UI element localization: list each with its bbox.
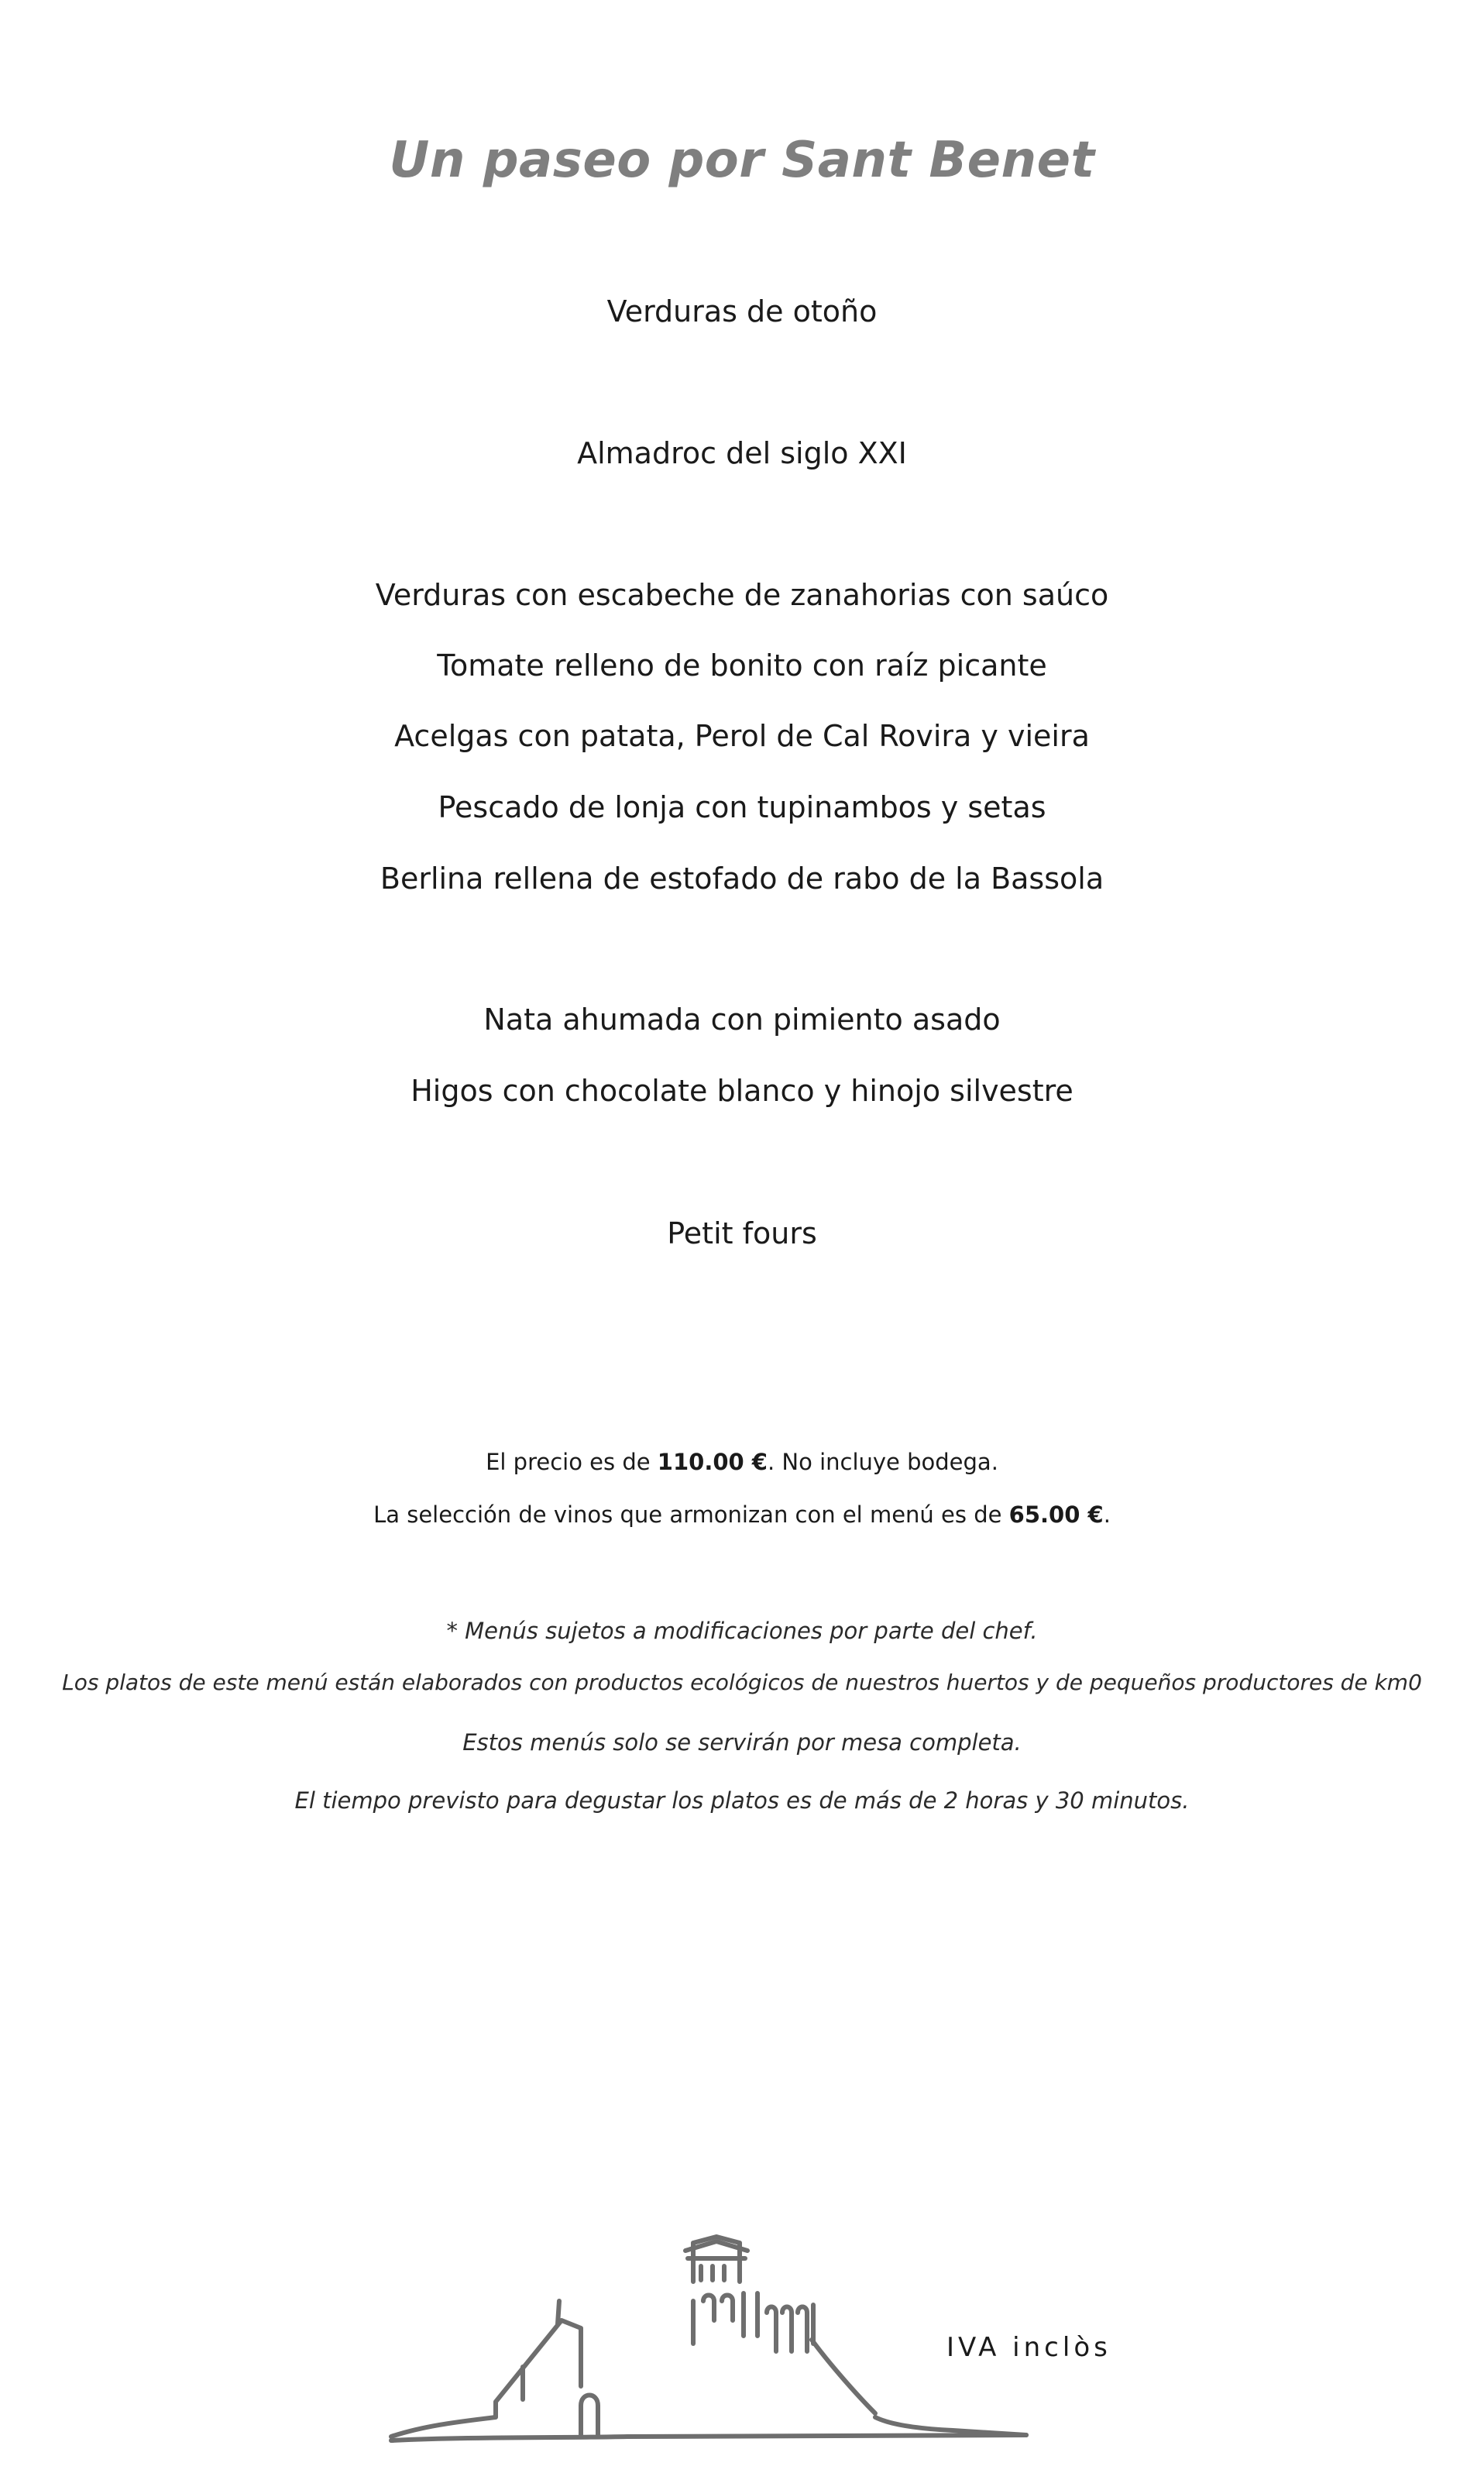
course-item: Verduras de otoño	[606, 294, 878, 328]
wine-pairing-line	[0, 1501, 1484, 1529]
wine-suffix: .	[1103, 1501, 1111, 1528]
iva-label: IVA inclòs	[946, 2332, 1111, 2363]
monastery-outline-icon	[380, 2227, 1046, 2471]
course-item: Tomate relleno de bonito con raíz picante	[437, 648, 1047, 683]
price-value: 110.00 €	[657, 1449, 768, 1475]
course-item: Nata ahumada con pimiento asado	[483, 1003, 1001, 1037]
menu-title: Un paseo por Sant Benet	[389, 132, 1095, 189]
price-line	[0, 1449, 1484, 1476]
note-full-table: Estos menús solo se servirán por mesa completa.	[462, 1729, 1022, 1756]
course-item: Berlina rellena de estofado de rabo de la Bassola	[380, 862, 1104, 896]
note-ecological-products: Los platos de este menú están elaborados con productos ecológicos de nuestros huertos y de pequeños productores de km0	[62, 1670, 1422, 1695]
note-duration: El tiempo previsto para degustar los platos es de más de 2 horas y 30 minutos.	[294, 1787, 1190, 1814]
note-chef-modifications: * Menús sujetos a modificaciones por parte del chef.	[446, 1618, 1038, 1644]
price-suffix: . No incluye bodega.	[767, 1449, 998, 1475]
course-item: Higos con chocolate blanco y hinojo silvestre	[411, 1074, 1073, 1108]
course-item: Pescado de lonja con tupinambos y setas	[438, 790, 1046, 824]
course-item: Verduras con escabeche de zanahorias con saúco	[375, 578, 1109, 612]
course-item: Petit fours	[667, 1216, 817, 1250]
course-item: Almadroc del siglo XXI	[577, 436, 907, 470]
price-prefix: El precio es de	[486, 1449, 658, 1475]
wine-prefix: La selección de vinos que armonizan con el menú es de	[373, 1501, 1009, 1528]
wine-value: 65.00 €	[1008, 1501, 1104, 1528]
course-item: Acelgas con patata, Perol de Cal Rovira y vieira	[394, 719, 1090, 753]
